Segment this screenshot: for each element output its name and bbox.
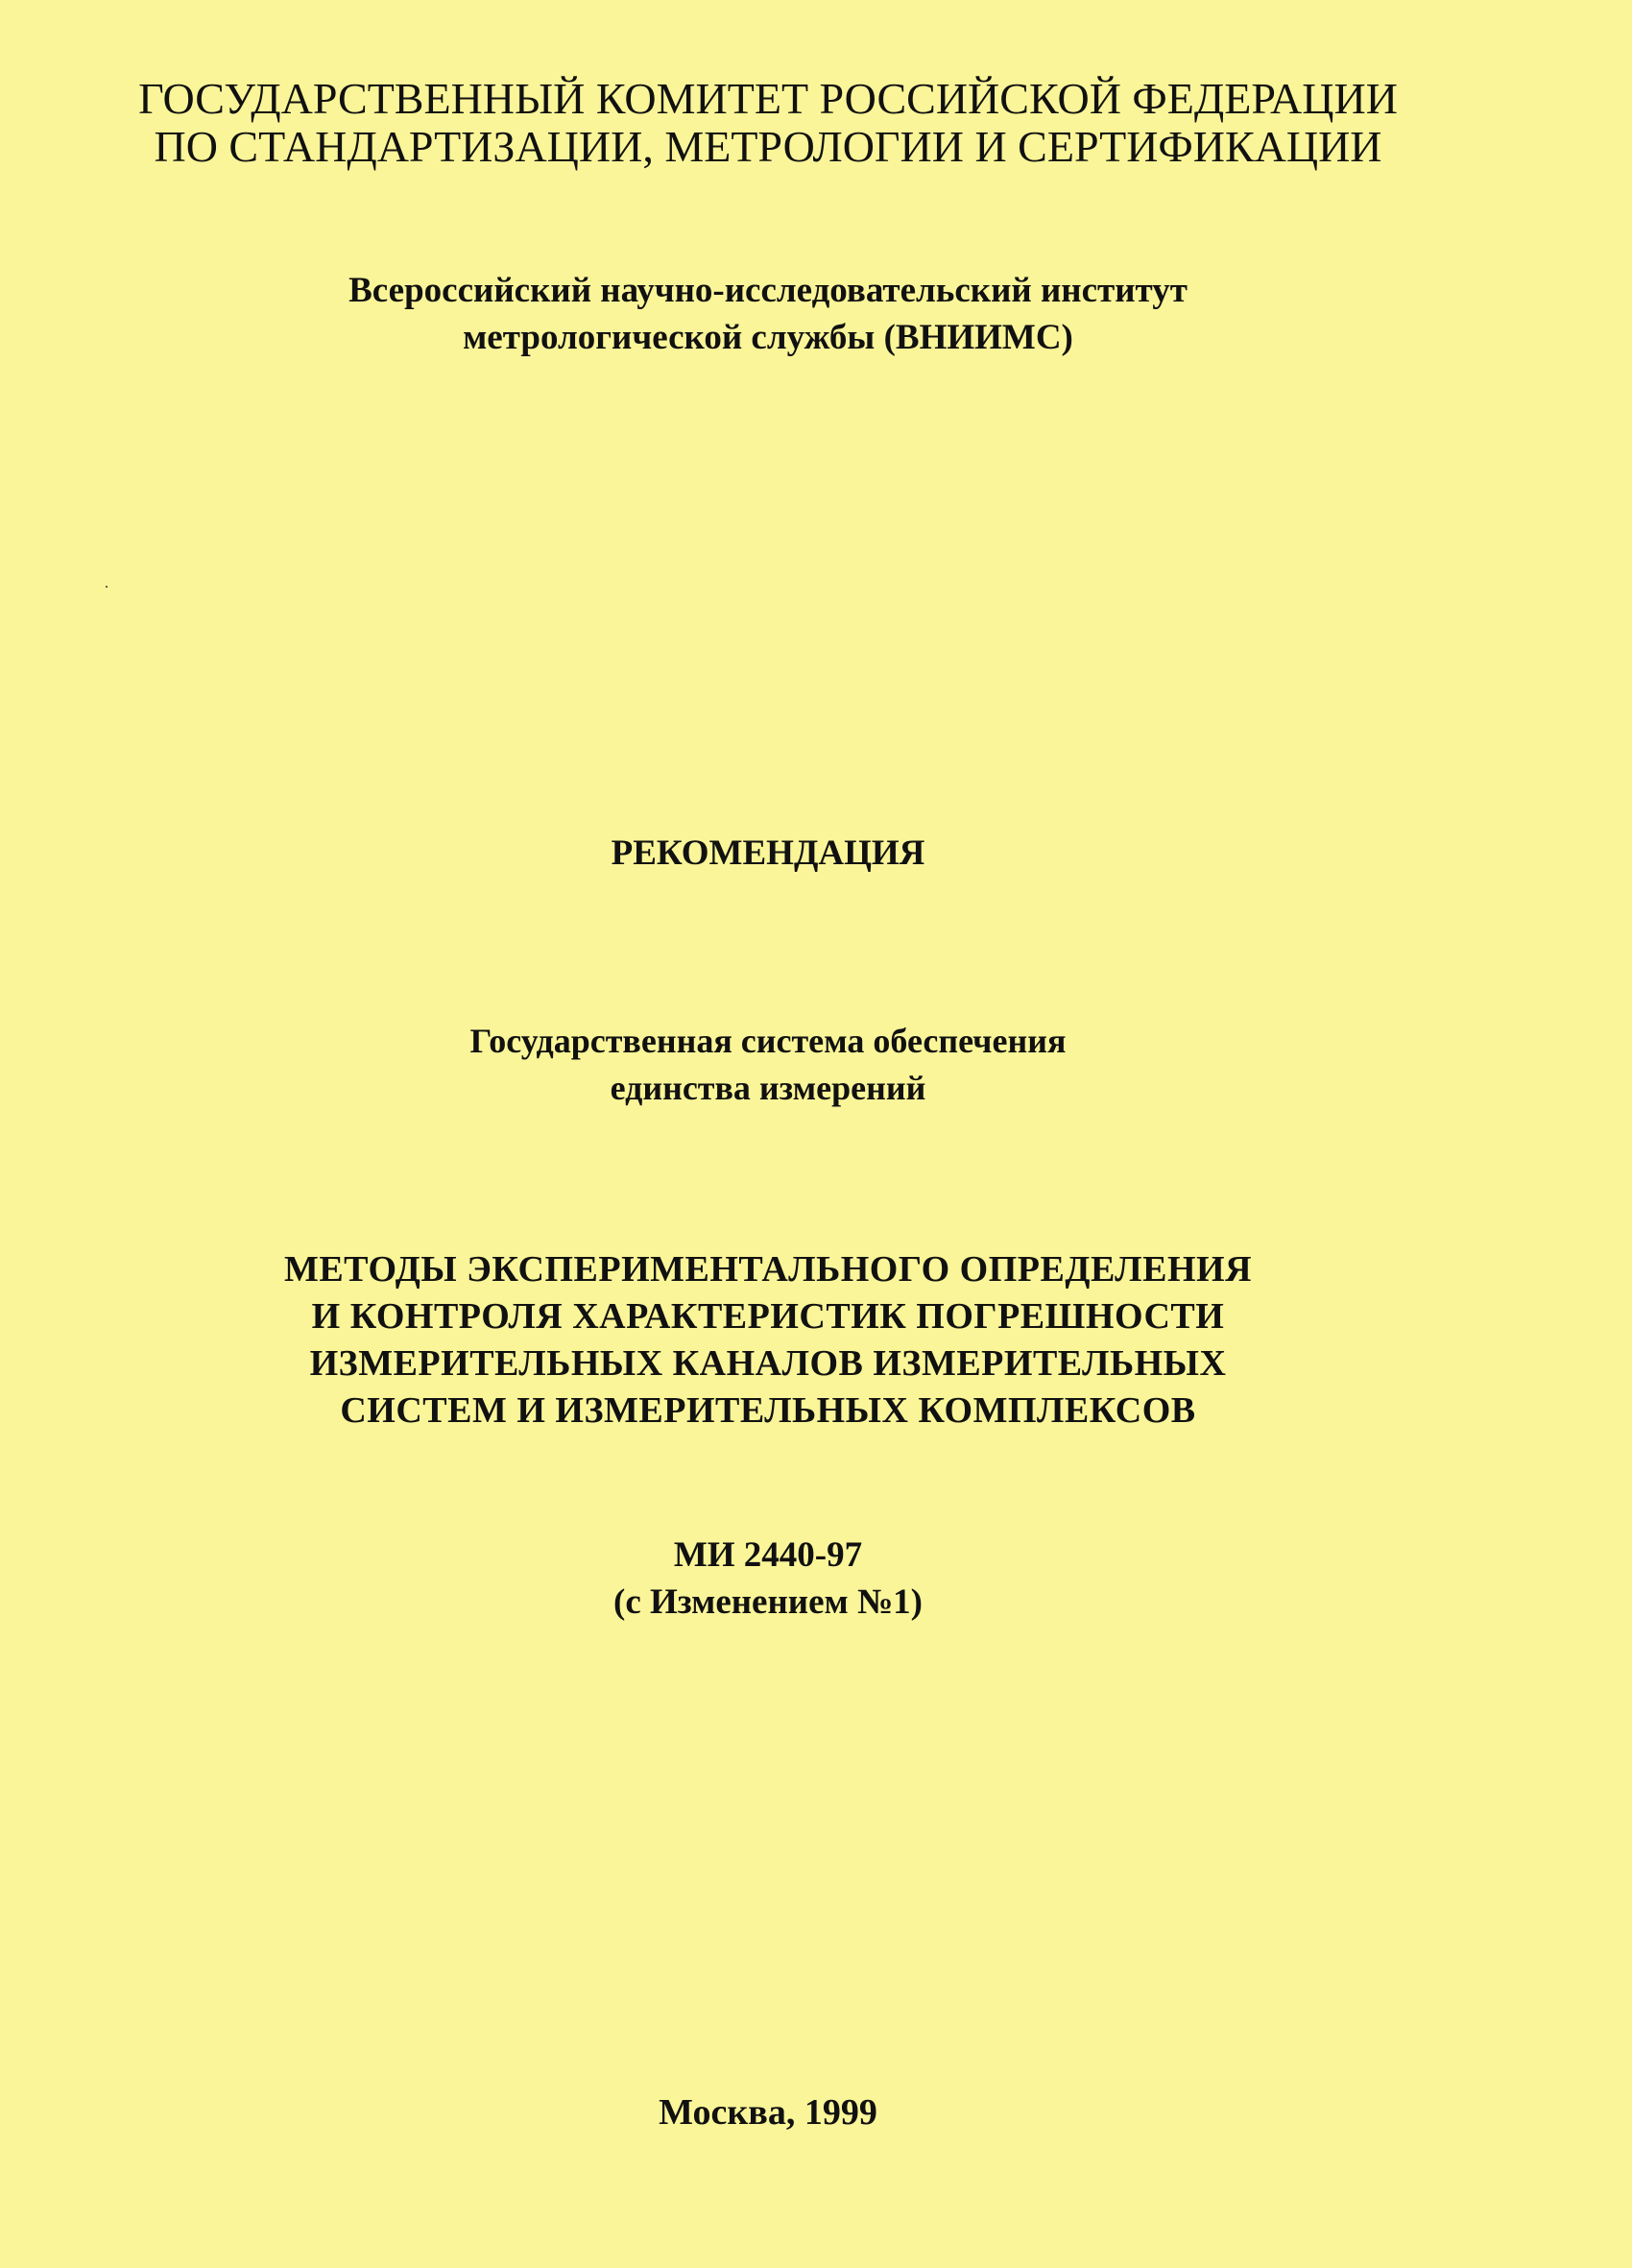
series-line-2: единства измерений — [610, 1069, 926, 1107]
document-designation: МИ 2440-97 — [673, 1535, 863, 1575]
imprint-city-year: Москва, 1999 — [659, 2092, 877, 2133]
document-amendment: (с Изменением №1) — [613, 1582, 923, 1622]
issuing-committee-heading — [0, 75, 1536, 171]
committee-line-2: ПО СТАНДАРТИЗАЦИИ, МЕТРОЛОГИИ И СЕРТИФИКАЦИИ — [154, 122, 1382, 171]
document-code — [0, 1532, 1536, 1626]
title-line-2: И КОНТРОЛЯ ХАРАКТЕРИСТИК ПОГРЕШНОСТИ — [311, 1296, 1225, 1337]
title-line-4: СИСТЕМ И ИЗМЕРИТЕЛЬНЫХ КОМПЛЕКСОВ — [340, 1390, 1196, 1431]
institute-heading — [0, 267, 1536, 361]
document-type — [0, 831, 1536, 877]
document-title — [0, 1246, 1536, 1435]
publication-imprint — [0, 2088, 1536, 2136]
committee-line-1: ГОСУДАРСТВЕННЫЙ КОМИТЕТ РОССИЙСКОЙ ФЕДЕРАЦИИ — [138, 74, 1398, 123]
title-line-3: ИЗМЕРИТЕЛЬНЫХ КАНАЛОВ ИЗМЕРИТЕЛЬНЫХ — [309, 1343, 1227, 1384]
document-series — [0, 1018, 1536, 1112]
document-type-label: РЕКОМЕНДАЦИЯ — [611, 833, 925, 873]
title-line-1: МЕТОДЫ ЭКСПЕРИМЕНТАЛЬНОГО ОПРЕДЕЛЕНИЯ — [283, 1249, 1253, 1290]
institute-line-2: метрологической службы (ВНИИМС) — [463, 318, 1073, 357]
series-line-1: Государственная система обеспечения — [469, 1022, 1067, 1060]
institute-line-1: Всероссийский научно-исследовательский институт — [348, 271, 1188, 310]
scan-speck — [106, 586, 108, 588]
